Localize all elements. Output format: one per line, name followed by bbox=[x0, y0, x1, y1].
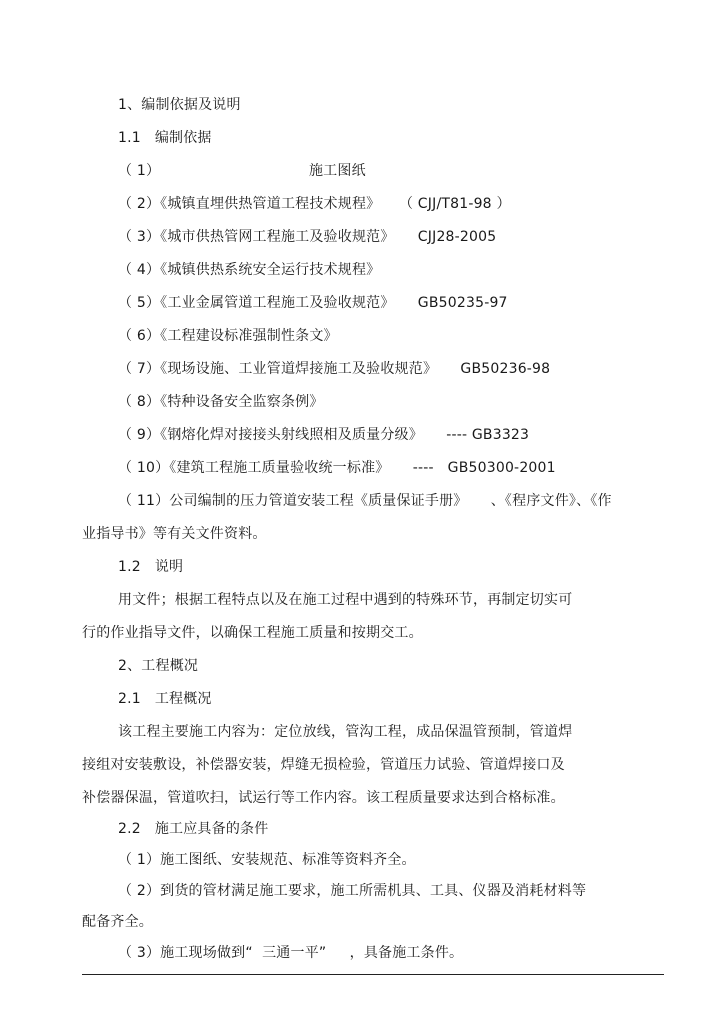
basis-item-11: （ 11）公司编制的压力管道安装工程《质量保证手册》 、《程序文件》、《作 bbox=[118, 493, 612, 509]
condition-item-2-continued: 配备齐全。 bbox=[82, 914, 153, 930]
subsection-heading-1-2: 1.2 说明 bbox=[118, 559, 184, 575]
condition-item-3: （ 3）施工现场做到“ 三通一平” ，具备施工条件。 bbox=[118, 945, 464, 961]
subsection-heading-2-2: 2.2 施工应具备的条件 bbox=[118, 821, 269, 837]
basis-item-10: （ 10）《建筑工程施工质量验收统一标准》 ---- GB50300-2001 bbox=[118, 460, 556, 476]
footer-divider bbox=[82, 974, 664, 975]
overview-paragraph-line-1: 该工程主要施工内容为：定位放线，管沟工程，成品保温管预制，管道焊 bbox=[118, 724, 573, 740]
condition-item-2: （ 2）到货的管材满足施工要求，施工所需机具、工具、仪器及消耗材料等 bbox=[118, 883, 587, 899]
section-heading-2: 2、工程概况 bbox=[118, 658, 199, 674]
basis-item-8: （ 8）《特种设备安全监察条例》 bbox=[118, 394, 324, 410]
condition-item-1: （ 1）施工图纸、安装规范、标准等资料齐全。 bbox=[118, 852, 416, 868]
overview-paragraph-line-2: 接组对安装敷设，补偿器安装，焊缝无损检验，管道压力试验、管道焊接口及 bbox=[82, 757, 565, 773]
overview-paragraph-line-3: 补偿器保温，管道吹扫，试运行等工作内容。该工程质量要求达到合格标准。 bbox=[82, 790, 565, 806]
subsection-heading-1-1: 1.1 编制依据 bbox=[118, 130, 212, 146]
basis-item-4: （ 4）《城镇供热系统安全运行技术规程》 bbox=[118, 262, 381, 278]
explanation-paragraph-line-1: 用文件；根据工程特点以及在施工过程中遇到的特殊环节，再制定切实可 bbox=[118, 592, 573, 608]
section-heading-1: 1、编制依据及说明 bbox=[118, 97, 241, 113]
basis-item-1: （ 1） 施工图纸 bbox=[118, 163, 366, 179]
basis-item-2: （ 2）《城镇直埋供热管道工程技术规程》 （ CJJ/T81-98 ） bbox=[118, 196, 511, 212]
explanation-paragraph-line-2: 行的作业指导文件，以确保工程施工质量和按期交工。 bbox=[82, 625, 423, 641]
basis-item-11-continued: 业指导书》等有关文件资料。 bbox=[82, 526, 267, 542]
basis-item-7: （ 7）《现场设施、工业管道焊接施工及验收规范》 GB50236-98 bbox=[118, 361, 551, 377]
basis-item-3: （ 3）《城市供热管网工程施工及验收规范》 CJJ28-2005 bbox=[118, 229, 497, 245]
subsection-heading-2-1: 2.1 工程概况 bbox=[118, 691, 212, 707]
basis-item-6: （ 6）《工程建设标准强制性条文》 bbox=[118, 328, 338, 344]
basis-item-9: （ 9）《钢熔化焊对接接头射线照相及质量分级》 ---- GB3323 bbox=[118, 427, 530, 443]
basis-item-5: （ 5）《工业金属管道工程施工及验收规范》 GB50235-97 bbox=[118, 295, 508, 311]
